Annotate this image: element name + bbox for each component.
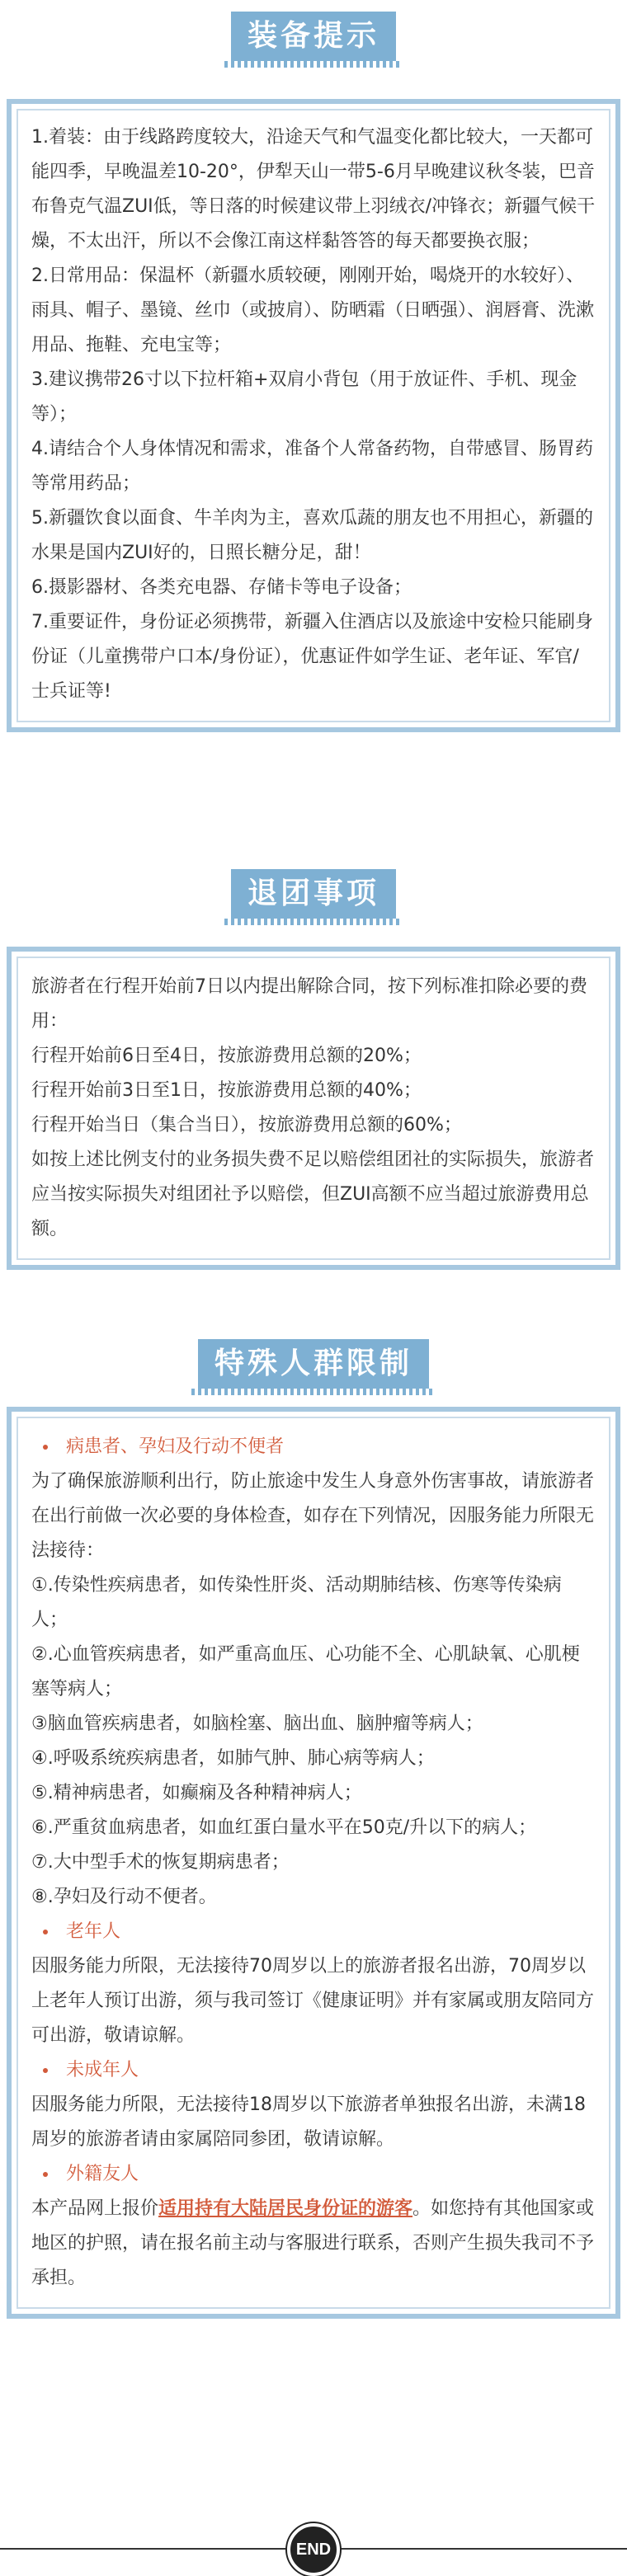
patients-item: ⑦.大中型手术的恢复期病患者； [31,1852,290,1873]
minors-text: 因服务能力所限，无法接待18周岁以下旅游者单独报名出游，未满18周岁的旅游者请由家属陪同参团，敬请谅解。 [31,2094,586,2150]
equipment-item: 3.建议携带26寸以下拉杆箱+双肩小背包（用于放证件、手机、现金等）； [31,369,578,425]
category-patients [31,1430,596,1464]
equipment-item: 5.新疆饮食以面食、牛羊肉为主，喜欢瓜蔬的朋友也不用担心，新疆的水果是国内ZUI好的，日照长糖分足，甜！ [31,508,593,563]
equipment-item: 6.摄影器材、各类充电器、存储卡等电子设备； [31,577,412,598]
refund-item: 行程开始当日（集合当日），按旅游费用总额的60%； [31,1115,462,1135]
patients-item: ⑤.精神病患者，如癫痫及各种精神病人； [31,1783,362,1803]
section-title-special: 特殊人群限制 [198,1339,429,1389]
special-card [7,1407,620,2319]
bullet-dot-icon [43,2068,48,2073]
foreigners-text-after: 。如您持有其他国家或地区的护照，请在报名前主动与客服进行联系，否则产生损失我司不予承担。 [31,2198,595,2288]
equipment-item: 7.重要证件，身份证必须携带，新疆入住酒店以及旅途中安检只能刷身份证（儿童携带户口本/身份证），优惠证件如学生证、老年证、军官/士兵证等! [31,612,593,702]
refund-item: 行程开始前6日至4日，按旅游费用总额的20%； [31,1046,422,1066]
patients-item: ③脑血管疾病患者，如脑栓塞、脑出血、脑肿瘤等病人； [31,1713,483,1734]
patients-intro: 为了确保旅游顺利出行，防止旅途中发生人身意外伤害事故，请旅游者在出行前做一次必要的身体检查，如存在下列情况，因服务能力所限无法接待： [31,1471,595,1561]
category-label: 未成年人 [66,2060,139,2080]
end-badge: END [287,2523,340,2576]
refund-item: 旅游者在行程开始前7日以内提出解除合同，按下列标准扣除必要的费用： [31,976,587,1032]
bullet-dot-icon [43,1930,48,1934]
category-elderly [31,1915,596,1949]
refund-card-content [16,957,610,1260]
equipment-item: 2.日常用品：保温杯（新疆水质较硬，刚刚开始，喝烧开的水较好）、雨具、帽子、墨镜、丝巾（或披肩）、防晒霜（日晒强）、润唇膏、洗漱用品、拖鞋、充电宝等； [31,266,595,355]
section-refund-header [0,869,627,919]
equipment-card [7,99,620,732]
category-minors [31,2053,596,2088]
category-label: 外籍友人 [66,2164,139,2184]
end-marker [0,2523,627,2576]
category-label: 老年人 [66,1921,121,1942]
category-foreigners [31,2157,596,2192]
special-card-content [16,1417,610,2309]
bullet-dot-icon [43,2172,48,2177]
foreigners-text-before: 本产品网上报价 [31,2198,159,2219]
patients-item: ④.呼吸系统疾病患者，如肺气肿、肺心病等病人； [31,1748,435,1769]
equipment-card-content [16,109,610,722]
bullet-dot-icon [43,1445,48,1450]
patients-item: ①.传染性疾病患者，如传染性肝炎、活动期肺结核、伤寒等传染病人； [31,1575,562,1630]
section-title-refund: 退团事项 [231,869,396,919]
patients-item: ②.心血管疾病患者，如严重高血压、心功能不全、心肌缺氧、心肌梗塞等病人； [31,1644,580,1699]
refund-card [7,947,620,1270]
equipment-item: 1.着装：由于线路跨度较大，沿途天气和气温变化都比较大，一天都可能四季，早晚温差10-20°，伊犁天山一带5-6月早晚建议秋冬装，巴音布鲁克气温ZUI低，等日落的时候建议带上羽绒衣/冲锋衣；新疆气候干燥，不太出汗，所以不会像江南这样黏答答的每天都要换衣服； [31,127,596,251]
refund-item: 行程开始前3日至1日，按旅游费用总额的40%； [31,1080,422,1101]
patients-item: ⑥.严重贫血病患者，如血红蛋白量水平在50克/升以下的病人； [31,1817,537,1838]
foreigners-highlight: 适用持有大陆居民身份证的游客 [158,2198,413,2219]
section-special-header [0,1339,627,1389]
equipment-item: 4.请结合个人身体情况和需求，准备个人常备药物，自带感冒、肠胃药等常用药品； [31,439,593,494]
foreigners-text [31,2192,596,2296]
patients-item: ⑧.孕妇及行动不便者。 [31,1887,217,1907]
refund-item: 如按上述比例支付的业务损失费不足以赔偿组团社的实际损失，旅游者应当按实际损失对组团社予以赔偿，但ZUI高额不应当超过旅游费用总额。 [31,1149,595,1239]
section-equipment-header [0,12,627,61]
section-title-equipment: 装备提示 [231,12,396,61]
elderly-text: 因服务能力所限，无法接待70周岁以上的旅游者报名出游，70周岁以上老年人预订出游，须与我司签订《健康证明》并有家属或朋友陪同方可出游，敬请谅解。 [31,1956,595,2046]
category-label: 病患者、孕妇及行动不便者 [66,1436,285,1457]
